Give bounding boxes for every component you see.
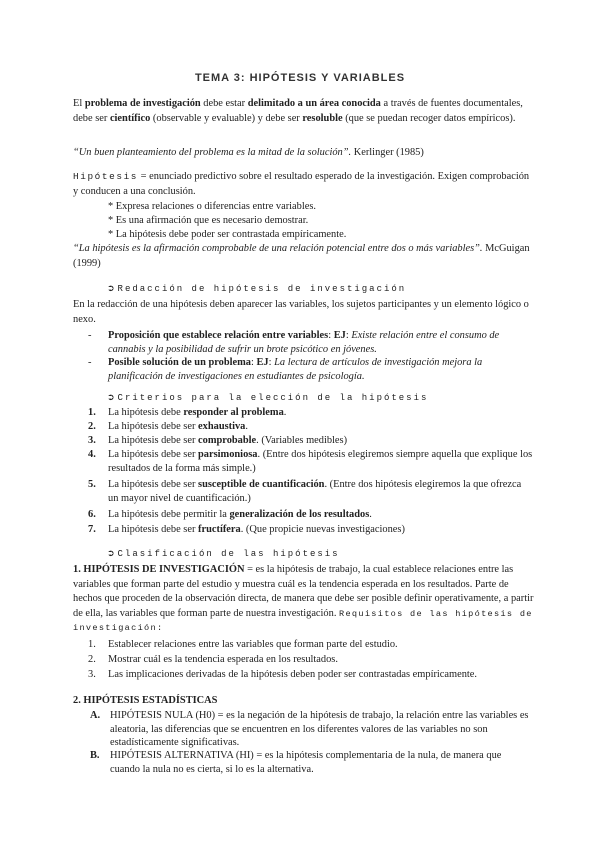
intro-text: debe estar: [200, 98, 248, 109]
hipotesis-definition: [73, 170, 533, 199]
item-number: 5.: [88, 479, 96, 490]
item-text: HIPÓTESIS ALTERNATIVA (HI) = es la hipótesis complementaria de la nula, de manera que cuando la nula no es cierta, si lo es la alternativa.: [110, 750, 502, 775]
section-heading-redaccion: [107, 284, 406, 294]
intro-bold: problema de investigación: [84, 98, 201, 109]
item-bold: responder al problema: [183, 407, 284, 418]
item-text: .: [283, 407, 287, 418]
item-number: 1.: [88, 407, 96, 418]
quote-author: McGuigan (1999): [73, 243, 530, 269]
item-text: La hipótesis debe ser: [108, 421, 199, 432]
hipotesis-investigacion-paragraph: [73, 563, 535, 636]
item-bold: exhaustiva: [198, 421, 246, 432]
hipotesis-term: Hipótesis: [73, 171, 139, 182]
intro-text: (observable y evaluable) y debe ser: [150, 112, 303, 124]
criterio-item: [88, 406, 533, 420]
section-heading-criterios: [107, 393, 428, 403]
item-number: 3.: [88, 669, 96, 680]
item-sep: :: [345, 330, 352, 341]
subheading-bold: 2. HIPÓTESIS ESTADÍSTICAS: [73, 695, 218, 706]
criterio-item: [88, 523, 533, 537]
item-text: Las implicaciones derivadas de la hipótesis deben poder ser contrastadas empíricamente.: [108, 669, 478, 680]
quote-mcguigan: [73, 242, 543, 271]
item-number: 2.: [88, 654, 96, 665]
list-item: [88, 329, 528, 356]
item-bold: comprobable: [198, 435, 257, 446]
list-marker: -: [88, 357, 92, 368]
item-ej: EJ: [256, 357, 269, 368]
item-text: HIPÓTESIS NULA (H0) = es la negación de la hipótesis de trabajo, la relación entre las variables es aleatoria, las diferencias que se encuentren en los diferentes valores de las variables no son estadísticamente significativas.: [110, 710, 529, 748]
item-number: 7.: [88, 524, 96, 535]
paragraph-text: = es la hipótesis de trabajo, la cual establece relaciones entre las variables que forman parte del estudio y muestra cuál es la tendencia esperada en los resultados. Parte de hechos que proceden de la observación directa, de manera que debe ser posible definir operativamente, a partir de ella, las variables que forman parte de nuestra investigación.: [73, 564, 534, 619]
item-number: 1.: [88, 639, 96, 650]
item-text: Establecer relaciones entre las variables que forman parte del estudio.: [108, 639, 398, 650]
arrow-icon: ➲: [107, 549, 115, 559]
item-number: 3.: [88, 435, 96, 446]
item-number: 6.: [88, 509, 96, 520]
intro-bold: resoluble: [302, 112, 343, 124]
hipotesis-estadisticas-heading: [73, 694, 533, 709]
item-text: .: [245, 421, 248, 432]
item-sep: :: [251, 357, 257, 368]
item-bold: Posible solución de un problema: [108, 357, 251, 368]
item-bold: Proposición que establece relación entre variables: [108, 330, 329, 341]
arrow-icon: ➲: [107, 284, 115, 294]
list-marker: -: [88, 330, 92, 341]
estadistica-item: [90, 749, 530, 776]
arrow-icon: ➲: [107, 393, 115, 403]
subheading-bold: 1. HIPÓTESIS DE INVESTIGACIÓN: [73, 564, 245, 575]
criterio-item: [88, 478, 533, 505]
section-heading-text: Criterios para la elección de la hipótesis: [117, 393, 429, 403]
section-heading-text: Redacción de hipótesis de investigación: [117, 284, 407, 294]
item-text: . (Que propicie nuevas investigaciones): [240, 524, 405, 535]
quote-author: Kerlinger (1985): [351, 147, 424, 158]
item-text: . (Entre dos hipótesis elegiremos siempre aquella que explique los resultados de la forma más simple.): [108, 449, 533, 474]
item-text: La hipótesis debe ser: [108, 449, 199, 460]
item-example: Existe relación entre el consumo de cannabis y la posibilidad de sufrir un brote psicótico en jóvenes.: [108, 330, 500, 355]
item-text: La hipótesis debe ser: [108, 479, 199, 490]
item-text: .: [369, 509, 372, 520]
item-example: La lectura de artículos de investigación mejora la planificación de investigaciones en estudiantes de psicología.: [108, 357, 483, 382]
criterio-item: [88, 420, 533, 434]
intro-text: (que se puedan recoger datos empíricos).: [342, 112, 516, 124]
hip-bullet: * Es una afirmación que es necesario demostrar.: [108, 215, 309, 226]
item-text: Mostrar cuál es la tendencia esperada en los resultados.: [108, 654, 338, 665]
section-heading-clasificacion: [107, 549, 340, 559]
quote-text: “La hipótesis es la afirmación comprobable de una relación potencial entre dos o más variables”.: [73, 243, 483, 254]
item-letter: B.: [90, 750, 100, 761]
item-text: La hipótesis debe ser: [108, 435, 199, 446]
criterio-item: [88, 434, 533, 448]
estadistica-item: [90, 709, 530, 750]
criterio-item: [88, 448, 533, 475]
item-bold: generalización de los resultados: [229, 509, 370, 520]
item-number: 2.: [88, 421, 96, 432]
item-sep: :: [268, 357, 275, 368]
section-heading-text: Clasificación de las hipótesis: [117, 549, 340, 559]
hipotesis-text: = enunciado predictivo sobre el resultado esperado de la investigación. Exigen comprobación y conducen a una conclusión.: [73, 171, 530, 197]
hip-bullet: * La hipótesis debe poder ser contrastada empíricamente.: [108, 229, 347, 240]
requisitos-heading: Requisitos de las hipótesis de investigación:: [73, 608, 533, 634]
item-text: La hipótesis debe ser: [108, 524, 199, 535]
intro-paragraph: [73, 97, 533, 126]
requisito-item: [88, 653, 533, 667]
item-text: La hipótesis debe permitir la: [108, 509, 230, 520]
item-letter: A.: [90, 710, 101, 721]
item-text: . (Entre dos hipótesis elegiremos la que ofrezca un mayor nivel de cuantificación.): [108, 479, 522, 504]
page-title: TEMA 3: HIPÓTESIS Y VARIABLES: [194, 72, 406, 84]
requisito-item: [88, 638, 533, 652]
list-item: [88, 356, 528, 383]
intro-text: El: [73, 98, 85, 109]
hip-bullet: * Expresa relaciones o diferencias entre variables.: [108, 201, 317, 212]
item-ej: EJ: [333, 330, 346, 341]
item-bold: parsimoniosa: [198, 449, 258, 460]
item-sep: :: [328, 330, 334, 341]
requisito-item: [88, 668, 533, 682]
quote-text: “Un buen planteamiento del problema es la mitad de la solución”.: [73, 147, 352, 158]
intro-bold: delimitado a un área conocida: [247, 98, 381, 109]
section-text: En la redacción de una hipótesis deben aparecer las variables, los sujetos participantes y un elemento lógico o nexo.: [73, 299, 529, 325]
quote-kerlinger: [73, 146, 533, 161]
item-bold: susceptible de cuantificación: [198, 479, 325, 490]
intro-bold: científico: [109, 112, 151, 124]
criterio-item: [88, 508, 533, 522]
item-text: . (Variables medibles): [256, 435, 348, 446]
item-bold: fructífera: [198, 524, 241, 535]
item-text: La hipótesis debe: [108, 407, 184, 418]
intro-text: a través de fuentes documentales, debe ser: [73, 98, 523, 124]
item-number: 4.: [88, 449, 96, 460]
